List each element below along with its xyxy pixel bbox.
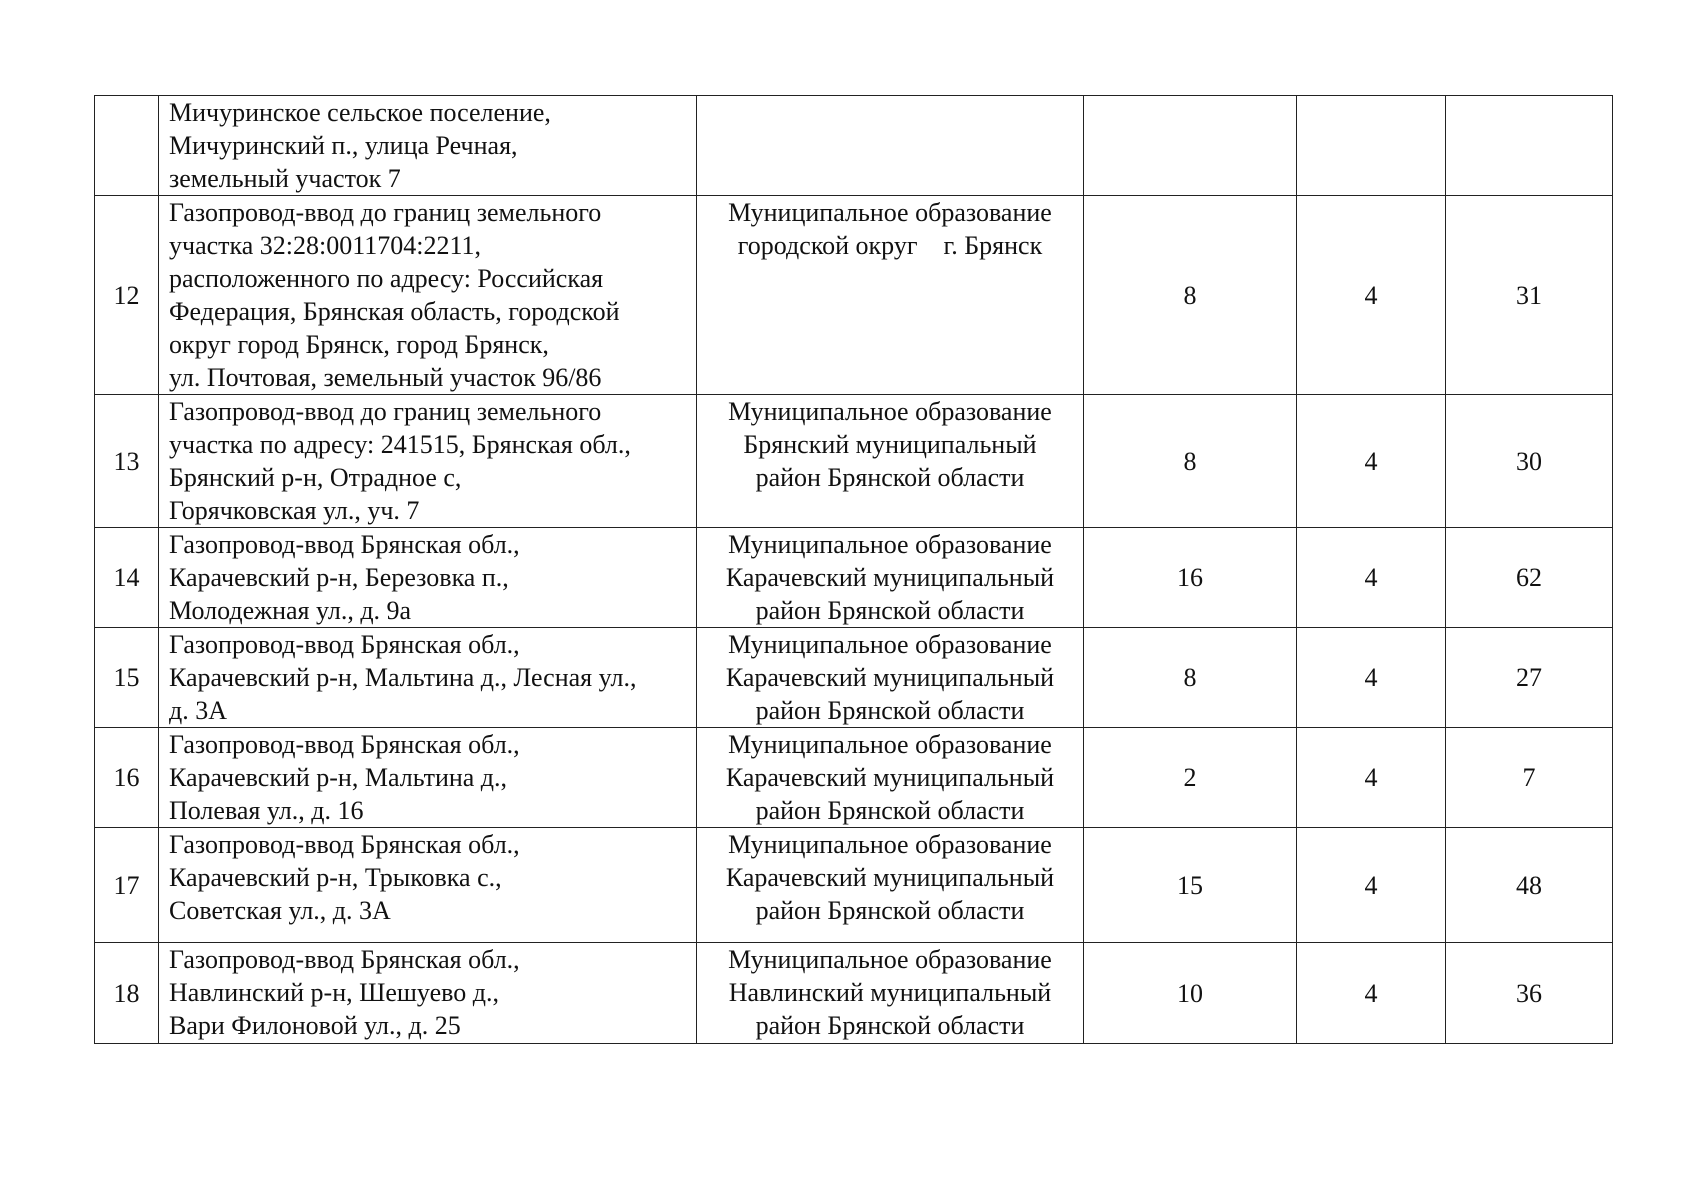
owner-line: Муниципальное образование [728, 397, 1052, 426]
value-3: 30 [1446, 395, 1613, 528]
address-line: Брянский р-н, Отрадное с, [169, 463, 462, 492]
row-number: 14 [95, 528, 159, 628]
row-number: 12 [95, 196, 159, 395]
address-line: Вари Филоновой ул., д. 25 [169, 1011, 461, 1040]
table-row [95, 528, 1613, 628]
table-row [95, 196, 1613, 395]
table-row [95, 828, 1613, 943]
owner-line: Брянский муниципальный [743, 430, 1037, 459]
address-line: Газопровод-ввод Брянская обл., [169, 945, 520, 974]
value-2: 4 [1297, 395, 1446, 528]
value-2: 4 [1297, 196, 1446, 395]
address-line: участка по адресу: 241515, Брянская обл., [169, 430, 631, 459]
owner-cell [697, 728, 1084, 828]
owner-line: район Брянской области [755, 696, 1025, 725]
value-2: 4 [1297, 828, 1446, 943]
value-1: 2 [1084, 728, 1297, 828]
value-1: 8 [1084, 628, 1297, 728]
address-line: Газопровод-ввод Брянская обл., [169, 530, 520, 559]
table-row [95, 628, 1613, 728]
object-address-cell [159, 395, 697, 528]
owner-cell [697, 828, 1084, 943]
object-address-cell [159, 828, 697, 943]
owner-line: Муниципальное образование [728, 730, 1052, 759]
address-line: Федерация, Брянская область, городской [169, 297, 620, 326]
owner-cell [697, 528, 1084, 628]
address-line: ул. Почтовая, земельный участок 96/86 [169, 363, 602, 392]
owner-line: район Брянской области [755, 796, 1025, 825]
address-line: Карачевский р-н, Березовка п., [169, 563, 509, 592]
value-3 [1446, 96, 1613, 196]
address-line: Газопровод-ввод Брянская обл., [169, 830, 520, 859]
address-line: Газопровод-ввод Брянская обл., [169, 630, 520, 659]
owner-line: городской округ г. Брянск [737, 231, 1043, 260]
owner-line: Карачевский муниципальный [725, 763, 1055, 792]
value-1: 10 [1084, 943, 1297, 1044]
owner-cell [697, 395, 1084, 528]
value-2: 4 [1297, 528, 1446, 628]
address-line: Газопровод-ввод Брянская обл., [169, 730, 520, 759]
address-line: Карачевский р-н, Мальтина д., [169, 763, 508, 792]
value-3: 62 [1446, 528, 1613, 628]
row-number: 16 [95, 728, 159, 828]
value-1: 15 [1084, 828, 1297, 943]
owner-cell [697, 96, 1084, 196]
owner-line: Карачевский муниципальный [725, 563, 1055, 592]
object-address-cell [159, 96, 697, 196]
address-line: Советская ул., д. 3А [169, 896, 391, 925]
value-1 [1084, 96, 1297, 196]
owner-line: район Брянской области [755, 1011, 1025, 1040]
gas-pipeline-table [94, 95, 1613, 1044]
address-line: участка 32:28:0011704:2211, [169, 231, 482, 260]
address-line: Полевая ул., д. 16 [169, 796, 364, 825]
row-number [95, 96, 159, 196]
owner-line: район Брянской области [755, 596, 1025, 625]
value-3: 31 [1446, 196, 1613, 395]
value-3: 36 [1446, 943, 1613, 1044]
value-3: 48 [1446, 828, 1613, 943]
owner-line: Навлинский муниципальный [728, 978, 1052, 1007]
value-3: 7 [1446, 728, 1613, 828]
object-address-cell [159, 728, 697, 828]
address-line: округ город Брянск, город Брянск, [169, 330, 549, 359]
address-line: Мичуринское сельское поселение, [169, 98, 551, 127]
address-line: Газопровод-ввод до границ земельного [169, 397, 602, 426]
owner-line: Муниципальное образование [728, 630, 1052, 659]
value-1: 8 [1084, 395, 1297, 528]
row-number: 15 [95, 628, 159, 728]
object-address-cell [159, 943, 697, 1044]
owner-line: Муниципальное образование [728, 830, 1052, 859]
address-line: Мичуринский п., улица Речная, [169, 131, 518, 160]
owner-cell [697, 943, 1084, 1044]
address-line: расположенного по адресу: Российская [169, 264, 604, 293]
address-line: Горячковская ул., уч. 7 [169, 496, 420, 525]
object-address-cell [159, 628, 697, 728]
row-number: 13 [95, 395, 159, 528]
owner-line: район Брянской области [755, 463, 1025, 492]
value-1: 16 [1084, 528, 1297, 628]
address-line: Молодежная ул., д. 9а [169, 596, 412, 625]
table-row [95, 395, 1613, 528]
row-number: 17 [95, 828, 159, 943]
object-address-cell [159, 196, 697, 395]
owner-line: Муниципальное образование [728, 198, 1052, 227]
owner-line: Карачевский муниципальный [725, 663, 1055, 692]
address-line: д. 3А [169, 696, 228, 725]
row-number: 18 [95, 943, 159, 1044]
value-2: 4 [1297, 943, 1446, 1044]
table-row [95, 96, 1613, 196]
table-row [95, 943, 1613, 1044]
address-line: Газопровод-ввод до границ земельного [169, 198, 602, 227]
address-line: Карачевский р-н, Мальтина д., Лесная ул., [169, 663, 637, 692]
address-line: Карачевский р-н, Трыковка с., [169, 863, 502, 892]
owner-line: Муниципальное образование [728, 530, 1052, 559]
value-2: 4 [1297, 628, 1446, 728]
value-3: 27 [1446, 628, 1613, 728]
value-2: 4 [1297, 728, 1446, 828]
owner-line: район Брянской области [755, 896, 1025, 925]
owner-cell [697, 196, 1084, 395]
object-address-cell [159, 528, 697, 628]
owner-cell [697, 628, 1084, 728]
value-2 [1297, 96, 1446, 196]
table-row [95, 728, 1613, 828]
owner-line: Муниципальное образование [728, 945, 1052, 974]
value-1: 8 [1084, 196, 1297, 395]
owner-line: Карачевский муниципальный [725, 863, 1055, 892]
address-line: Навлинский р-н, Шешуево д., [169, 978, 499, 1007]
address-line: земельный участок 7 [169, 164, 401, 193]
